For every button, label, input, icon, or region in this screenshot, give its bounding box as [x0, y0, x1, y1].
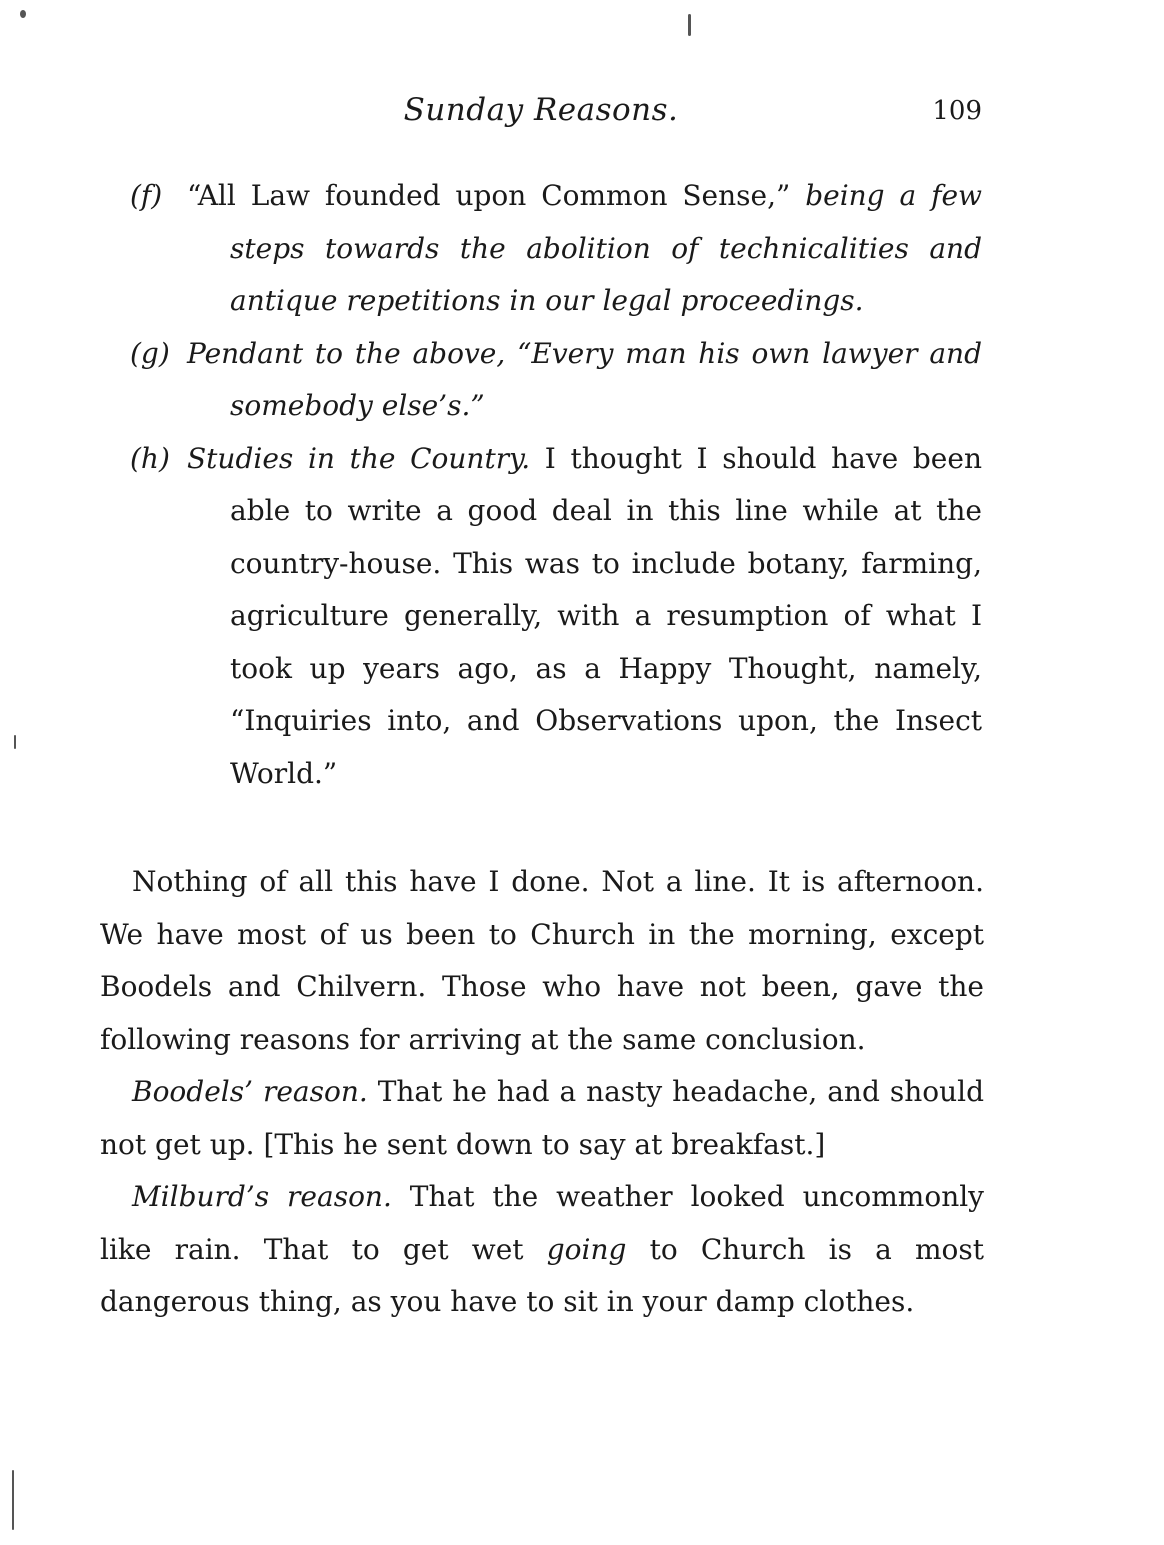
- italic-segment: Pendant to the above, “Every man his own lawyer and somebody else’s.”: [187, 336, 982, 422]
- text-segment: That he had a nasty headache, and should not get up. [This he sent down to say at breakfast.]: [100, 1075, 984, 1161]
- scan-speck: [12, 1470, 14, 1530]
- scan-speck: [14, 735, 16, 749]
- running-title: Sunday Reasons.: [403, 92, 679, 128]
- page-header: [100, 92, 982, 136]
- paragraph: [100, 1066, 984, 1171]
- text-segment: “All Law founded upon Common Sense,”: [187, 179, 806, 212]
- list-item-text: [187, 170, 982, 328]
- list-item-text: [187, 328, 982, 433]
- list-item-label: (f): [130, 179, 163, 212]
- list-item-text: [187, 433, 982, 801]
- text-segment: I thought I should have been able to write a good deal in this line while at the country-house. This was to include botany, farming, agriculture generally, with a resumption of what I took up years ago, as a Happy Thought, namely, “Inquiries into, and Observations upon, the Insect World.”: [230, 441, 982, 790]
- scan-speck: [20, 10, 26, 18]
- italic-segment: Milburd’s reason.: [132, 1180, 392, 1213]
- list-item: [100, 433, 982, 801]
- list-item: [100, 328, 982, 433]
- body-text: [100, 856, 984, 1329]
- text-segment: Nothing of all this have I done. Not a line. It is afternoon. We have most of us been to Church in the morning, except Boodels and Chilvern. Those who have not been, gave the following reasons for arriving at the same conclusion.: [100, 865, 984, 1056]
- italic-segment: being a few steps towards the abolition of technicalities and antique repetitions in our legal proceedings.: [230, 179, 982, 317]
- page-number: 109: [932, 96, 982, 126]
- paragraph: [100, 1171, 984, 1329]
- list-item-label: (g): [130, 336, 170, 370]
- paragraph: [100, 856, 984, 1066]
- text-segment: That the weather looked uncommonly like rain. That to get wet: [100, 1180, 984, 1266]
- text-segment: to Church is a most dangerous thing, as you have to sit in your damp clothes.: [100, 1232, 984, 1318]
- scan-speck: [688, 14, 691, 36]
- italic-segment: going: [546, 1232, 627, 1266]
- italic-segment: Boodels’ reason.: [132, 1075, 368, 1108]
- enumerated-list: [100, 170, 982, 800]
- list-item-label: (h): [130, 441, 170, 475]
- italic-segment: Studies in the Country.: [187, 441, 531, 475]
- list-item: [100, 170, 982, 328]
